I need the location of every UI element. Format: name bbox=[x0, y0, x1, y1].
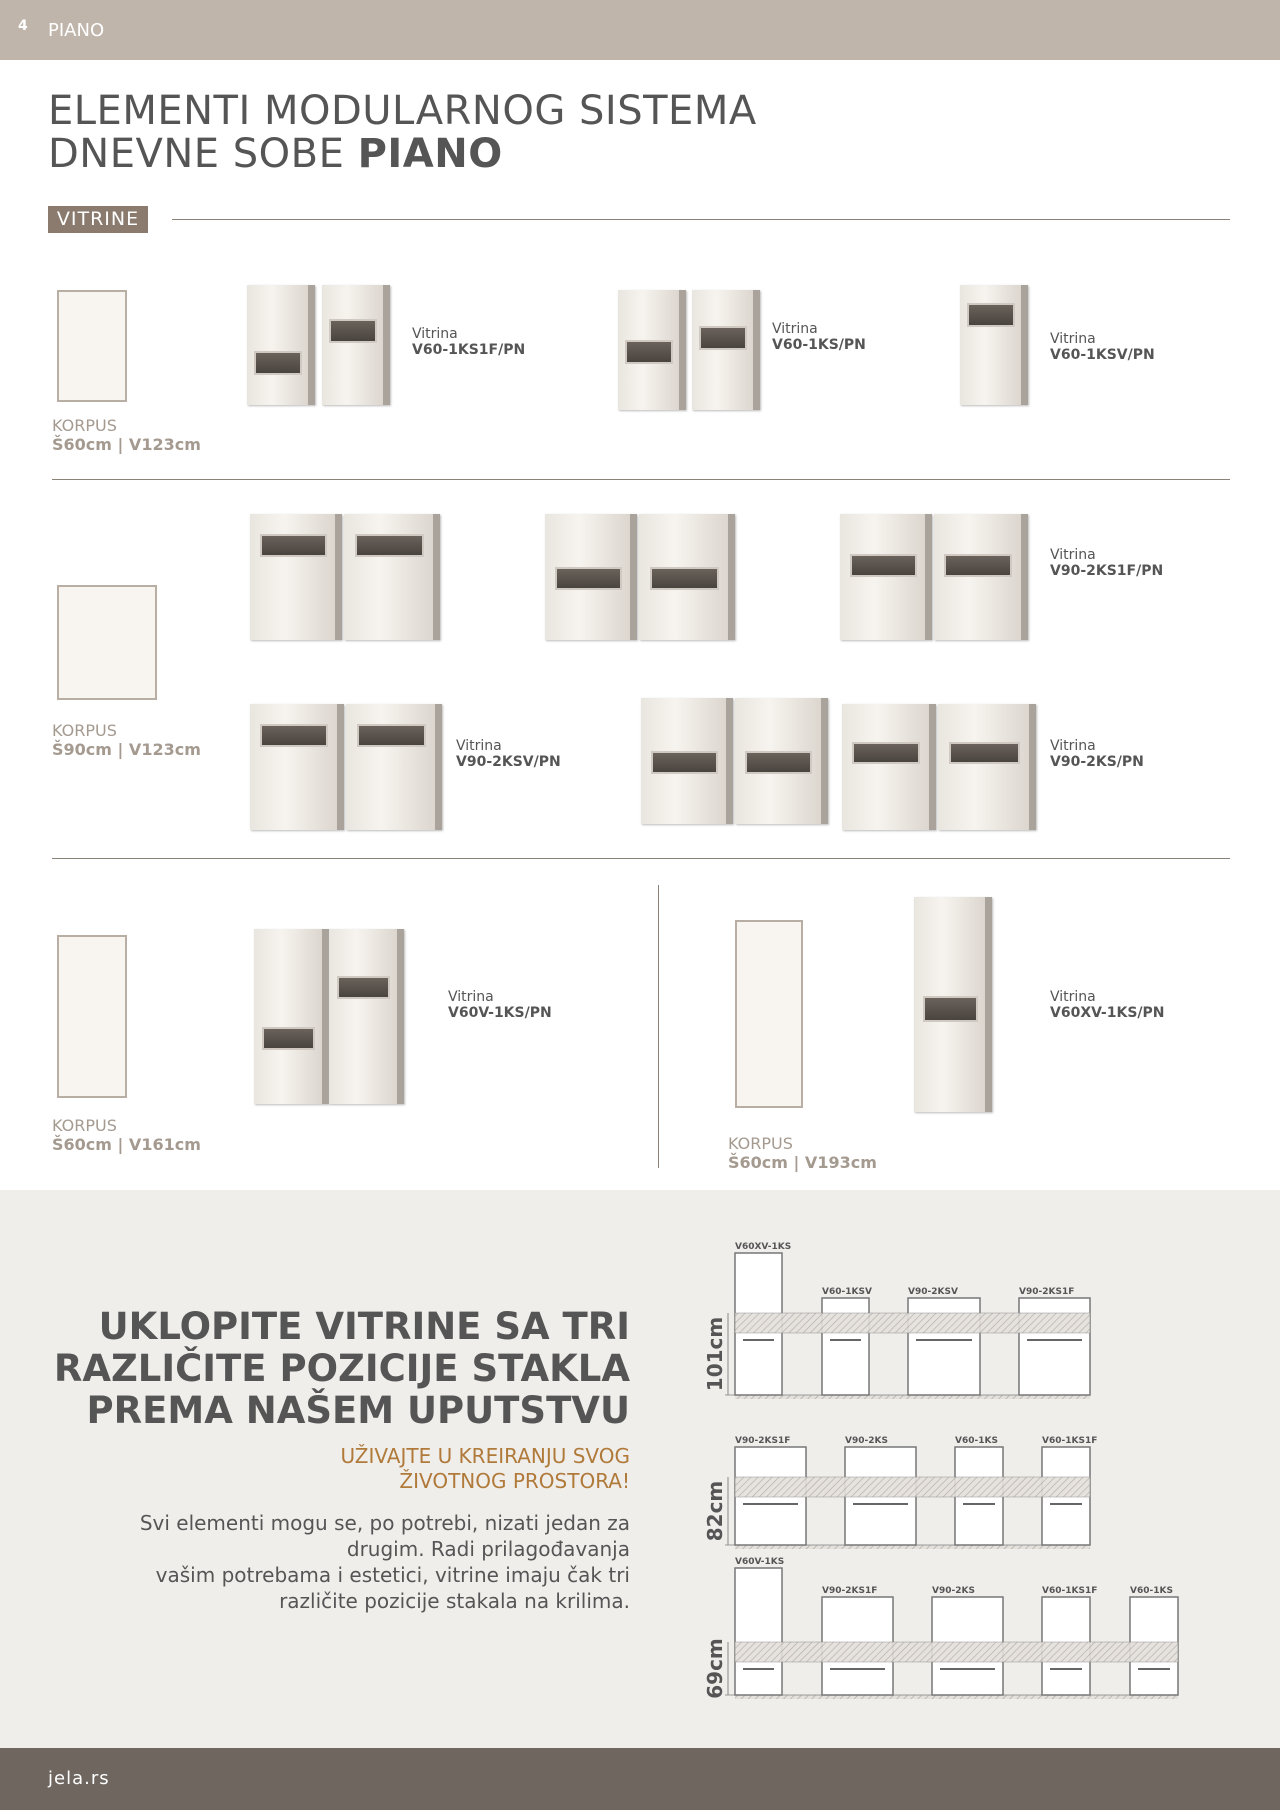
glass-band bbox=[735, 1313, 1090, 1333]
diagram-row bbox=[703, 1242, 1090, 1399]
promo-body: Svi elementi mogu se, po potrebi, nizati jedan za drugim. Radi prilagođavanja vašim potrebama i estetici, vitrine imaju čak tri različite pozicije stakala na krilima. bbox=[139, 1511, 630, 1613]
cabinet-label: V60-1KS1F bbox=[1042, 1586, 1098, 1596]
diagram-cabinet bbox=[1019, 1287, 1090, 1395]
promo-subtitle: UŽIVAJTE U KREIRANJU SVOG ŽIVOTNOG PROSTORA! bbox=[340, 1444, 630, 1493]
promo-heading: UKLOPITE VITRINE SA TRI RAZLIČITE POZICIJE STAKLA PREMA NAŠEM UPUTSTVU bbox=[53, 1305, 630, 1432]
cabinet-label: V60XV-1KS bbox=[735, 1242, 792, 1252]
diagram-row bbox=[703, 1436, 1097, 1549]
category-badge: VITRINE bbox=[48, 206, 148, 233]
korpus-label: KORPUS Š60cm | V193cm bbox=[728, 1134, 877, 1172]
page-title-line1: ELEMENTI MODULARNOG SISTEMA bbox=[48, 88, 757, 134]
diagram-cabinet bbox=[1130, 1586, 1178, 1695]
diagram-cabinet bbox=[822, 1287, 872, 1395]
korpus-label: KORPUS Š60cm | V123cm bbox=[52, 416, 201, 454]
product-label: Vitrina V60-1KSV/PN bbox=[1050, 331, 1155, 363]
product-label: Vitrina V60XV-1KS/PN bbox=[1050, 989, 1165, 1021]
product-label: Vitrina V90-2KS/PN bbox=[1050, 738, 1144, 770]
cabinet-label: V90-2KS bbox=[932, 1586, 975, 1596]
diagram-cabinet bbox=[932, 1586, 1003, 1695]
website-link[interactable]: jela.rs bbox=[48, 1768, 110, 1789]
height-label: 69cm bbox=[703, 1638, 727, 1699]
height-label: 101cm bbox=[703, 1316, 727, 1392]
diagram-cabinet bbox=[735, 1557, 784, 1695]
height-label: 82cm bbox=[703, 1480, 727, 1542]
diagram-cabinet bbox=[822, 1586, 893, 1695]
cabinet-label: V60-1KS1F bbox=[1042, 1436, 1098, 1446]
cabinet-label: V90-2KSV bbox=[908, 1287, 958, 1297]
glass-band bbox=[735, 1477, 1090, 1497]
cabinet-label: V60-1KSV bbox=[822, 1287, 872, 1297]
product-label: Vitrina V90-2KS1F/PN bbox=[1050, 547, 1164, 579]
diagram-cabinet bbox=[1042, 1586, 1097, 1695]
cabinet-label: V60V-1KS bbox=[735, 1557, 785, 1567]
cabinet-label: V60-1KS bbox=[1130, 1586, 1173, 1596]
diagram-cabinet bbox=[908, 1287, 980, 1395]
product-label: Vitrina V90-2KSV/PN bbox=[456, 738, 561, 770]
korpus-label: KORPUS Š90cm | V123cm bbox=[52, 721, 201, 759]
title-regular: DNEVNE SOBE bbox=[48, 131, 358, 177]
product-label: Vitrina V60-1KS1F/PN bbox=[412, 326, 526, 358]
korpus-label: KORPUS Š60cm | V161cm bbox=[52, 1116, 201, 1154]
product-label: Vitrina V60-1KS/PN bbox=[772, 321, 866, 353]
product-label: Vitrina V60V-1KS/PN bbox=[448, 989, 552, 1021]
page-number: 4 bbox=[18, 18, 28, 34]
section-name: PIANO bbox=[48, 20, 105, 41]
cabinet-label: V90-2KS1F bbox=[735, 1436, 791, 1446]
cabinet-label: V90-2KS bbox=[845, 1436, 888, 1446]
diagram-row bbox=[703, 1557, 1178, 1699]
cabinet-label: V90-2KS1F bbox=[1019, 1287, 1075, 1297]
glass-band bbox=[735, 1642, 1178, 1662]
cabinet-label: V60-1KS bbox=[955, 1436, 998, 1446]
footer-bar bbox=[0, 1748, 1280, 1810]
title-bold: PIANO bbox=[357, 131, 503, 177]
cabinet-label: V90-2KS1F bbox=[822, 1586, 878, 1596]
